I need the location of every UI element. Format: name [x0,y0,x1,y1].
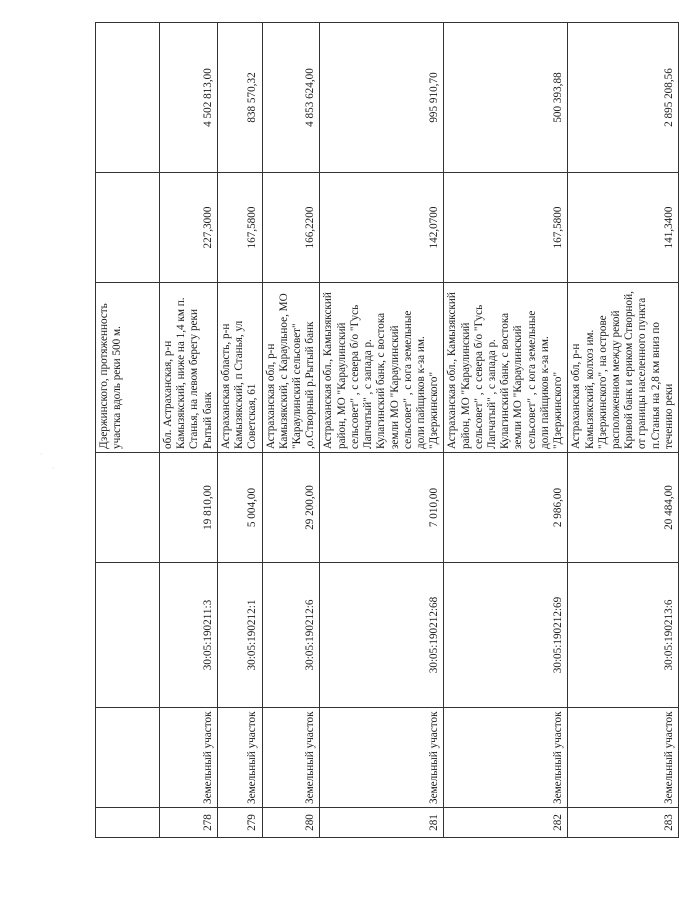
cell-num [96,808,160,838]
area-m2: 5 004,00 [217,453,262,563]
area-m2: 7 010,00 [320,453,444,563]
address: Астраханская область, р-н Камызякский, п Станья, ул Советская, 61 [217,283,262,453]
cell-area-ha [96,173,160,283]
object-type: Земельный участок [444,708,568,808]
scan-dust-mark: · [52,466,54,472]
row-number: 279 [217,808,262,838]
scan-dust-mark: · [40,452,42,458]
object-type: Земельный участок [262,708,320,808]
landscape-sheet [95,23,675,838]
table-row [262,23,320,838]
object-type: Земельный участок [217,708,262,808]
area-m2: 19 810,00 [160,453,218,563]
area-ha: 167,5800 [444,173,568,283]
object-type: Земельный участок [160,708,218,808]
cell-cadastral [96,563,160,708]
area-m2: 2 986,00 [444,453,568,563]
address: Астраханская обл, р-н Камызякский, колхоз им. "Дзержинского", на острове расположенном между рекой Кривой банк и ериком Створной, от границы населенного пункта п.Станья на 2,8 км вниз по течению реки [568,283,679,453]
table-row [320,23,444,838]
area-ha: 142,0700 [320,173,444,283]
row-number: 278 [160,808,218,838]
area-ha: 141,3400 [568,173,679,283]
cell-value [96,23,160,173]
table-row [160,23,218,838]
area-m2: 20 484,00 [568,453,679,563]
cadastral-value: 838 570,32 [217,23,262,173]
row-number: 281 [320,808,444,838]
area-ha: 167,5800 [217,173,262,283]
cadastral-number: 30:05:190212:6 [262,563,320,708]
address: Астраханская обл., Камызякский район, МО "Караулинский сельсовет" , с севера б/о "Гусь Лапчатый" , с запада р. Кулагинский банк, с востока земли МО "Караулинский сельсовет" , с юга земельные доли пайщиков к-за им. "Дзержинского" [444,283,568,453]
address: обл. Астраханская, р-н Камызякский, ниже на 1,4 км п. Станья, на левом берегу реки Рытый банк [160,283,218,453]
cadastral-value: 995 910,70 [320,23,444,173]
area-m2: 29 200,00 [262,453,320,563]
cell-area-m2 [96,453,160,563]
cell-type [96,708,160,808]
row-number: 282 [444,808,568,838]
address: Астраханская обл., Камызякский район, МО "Караулинский сельсовет" , с севера б/о "Гусь Лапчатый" , с запада р. Кулагинский банк, с востока земли МО "Караулинский сельсовет" , с юга земельные доли пайщиков к-за им. "Дзержинского" [320,283,444,453]
table-row [568,23,679,838]
cadastral-value: 4 502 813,00 [160,23,218,173]
object-type: Земельный участок [320,708,444,808]
cadastral-value: 4 853 624,00 [262,23,320,173]
object-type: Земельный участок [568,708,679,808]
cadastral-number: 30:05:190213:6 [568,563,679,708]
cadastral-number: 30:05:190211:3 [160,563,218,708]
row-number: 280 [262,808,320,838]
land-plots-table [95,22,679,838]
cadastral-number: 30:05:190212:69 [444,563,568,708]
row-number: 283 [568,808,679,838]
rotated-page [95,23,675,838]
area-ha: 227,3000 [160,173,218,283]
table-row-continuation [96,23,160,838]
cadastral-number: 30:05:190212:1 [217,563,262,708]
area-ha: 166,2200 [262,173,320,283]
cell-address: Дзержинского, протяженность участка вдоль реки 500 м. [96,283,160,453]
cadastral-value: 500 393,88 [444,23,568,173]
table-row [217,23,262,838]
address: Астраханская обл, р-н Камызякский, с Караульное, МО "Караулинский сельсовет" ,о.Створный р.Рытый банк [262,283,320,453]
cadastral-value: 2 895 208,56 [568,23,679,173]
cadastral-number: 30:05:190212:68 [320,563,444,708]
table-row [444,23,568,838]
